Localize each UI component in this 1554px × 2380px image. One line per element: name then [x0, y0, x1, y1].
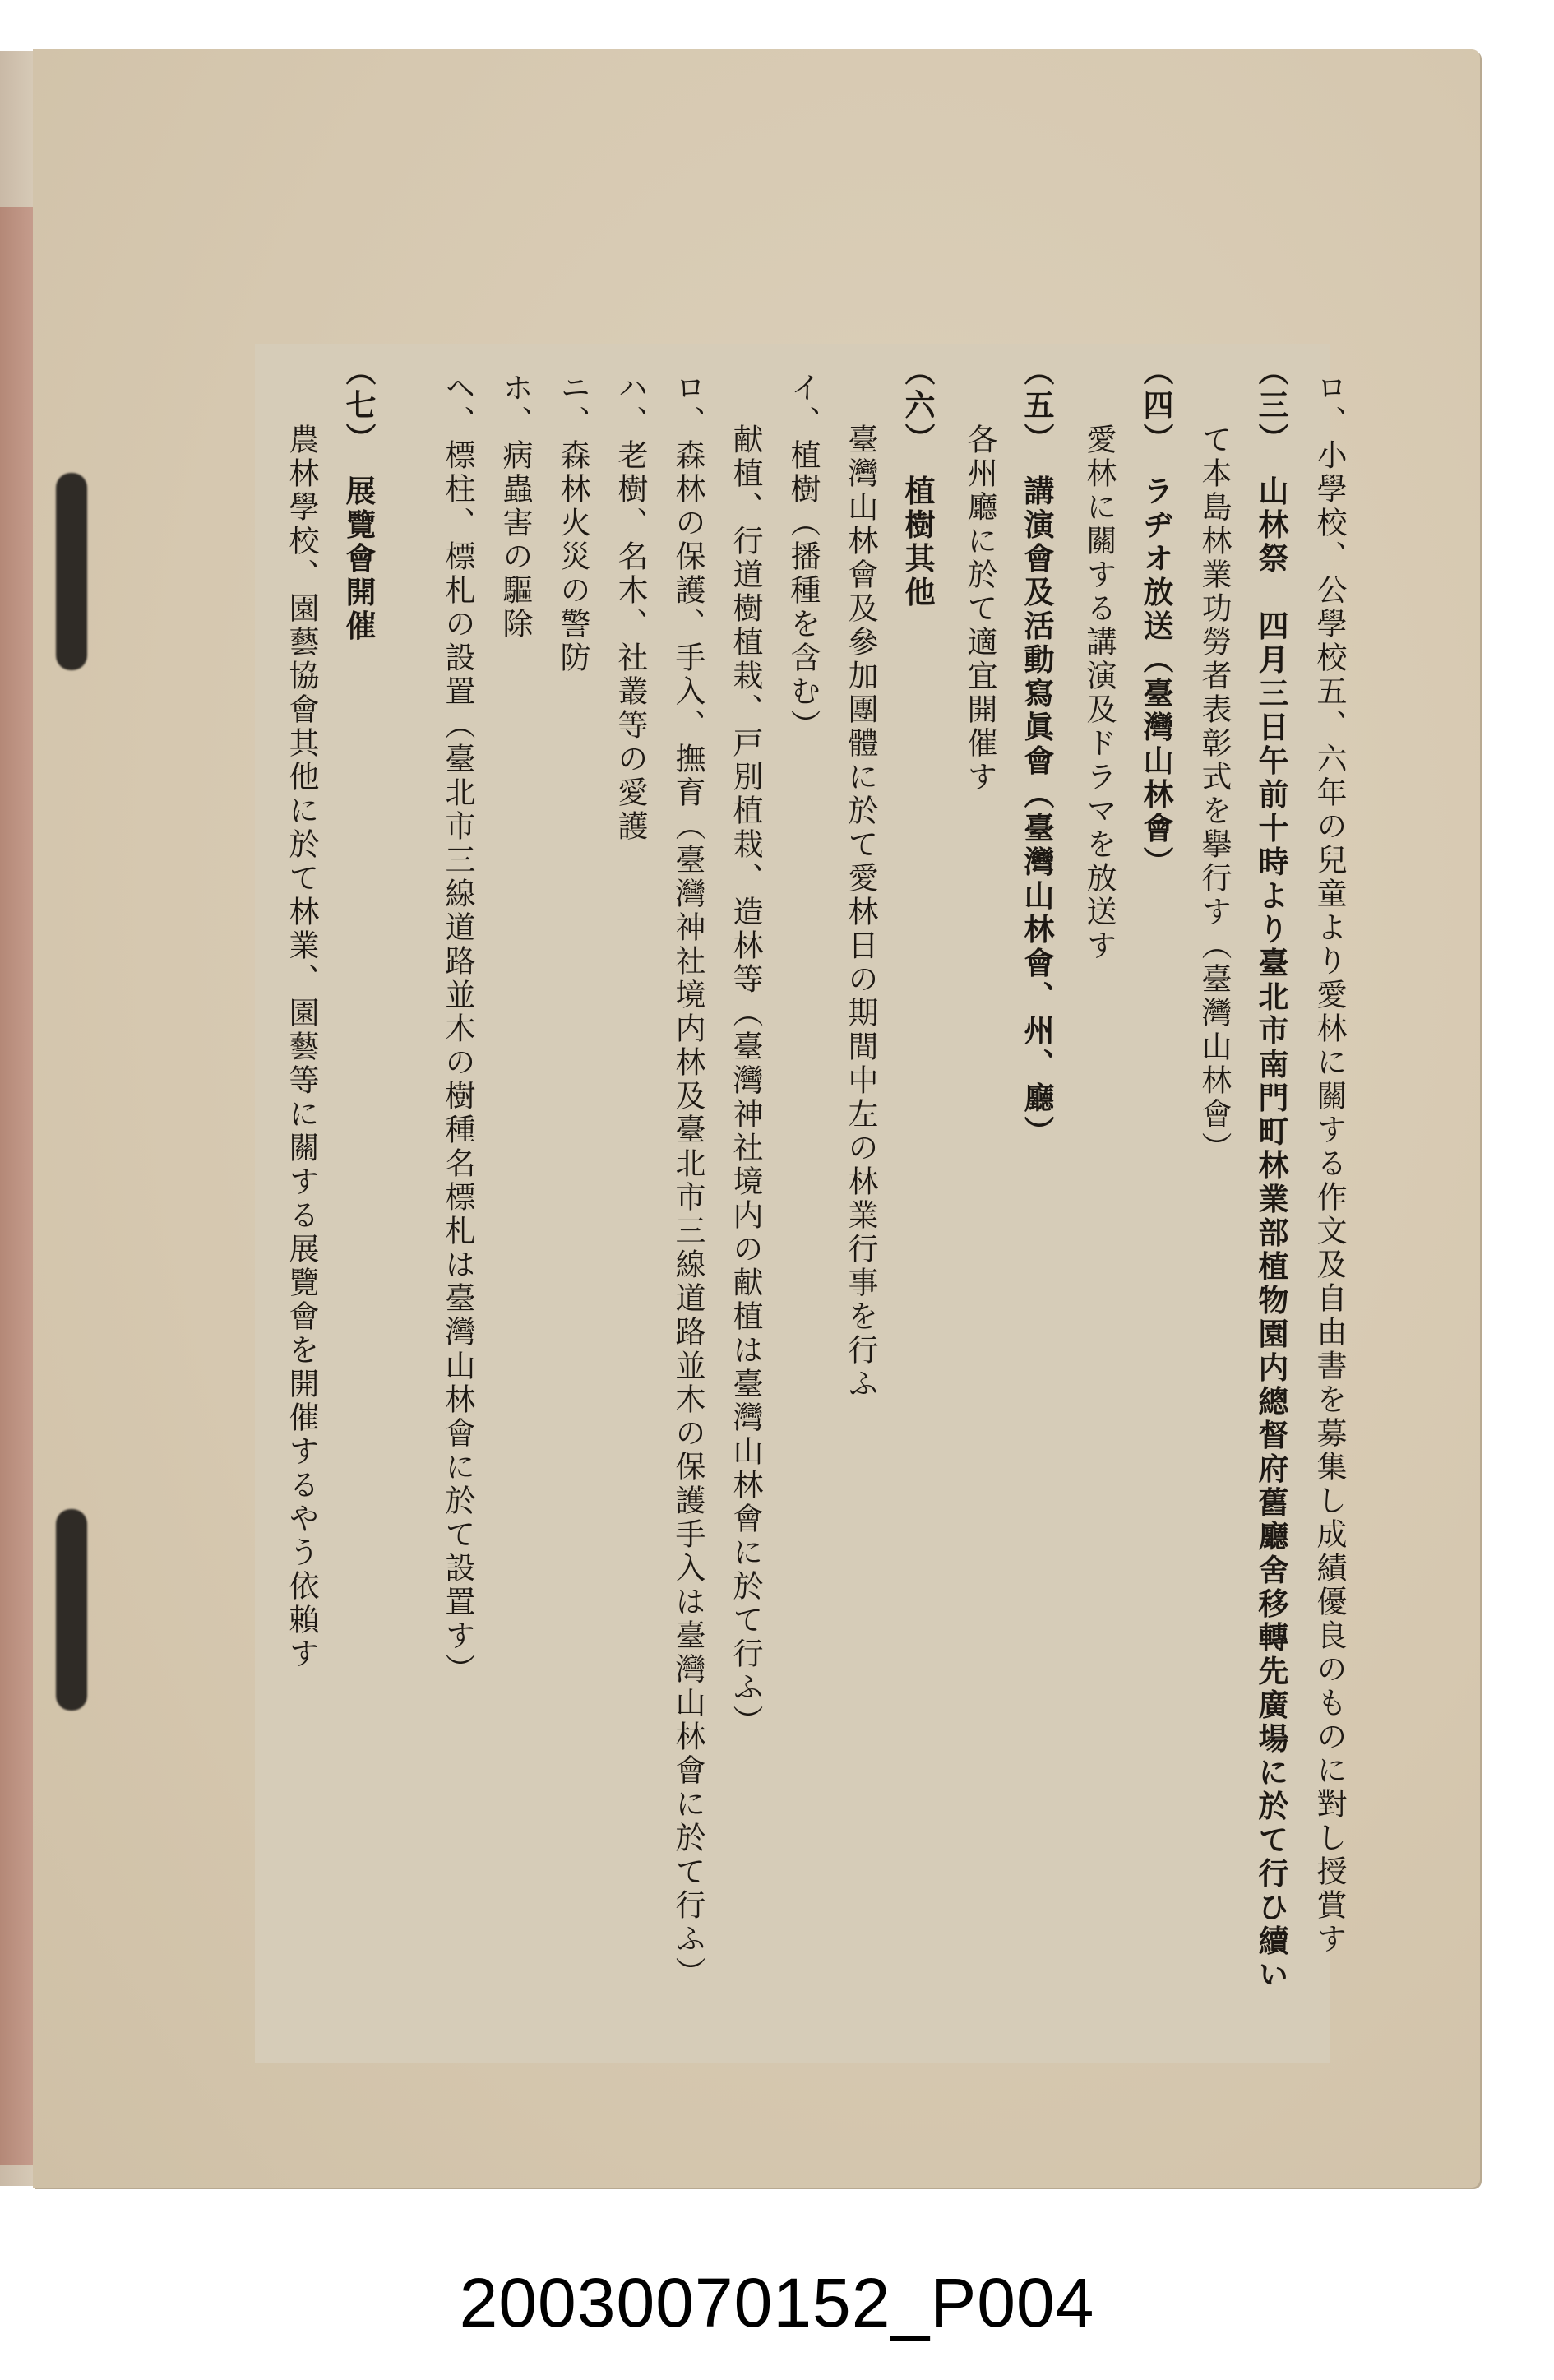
- text-column: ハ、老樹、名木、社叢等の愛護: [613, 372, 648, 844]
- binding-thread-top: [56, 473, 87, 670]
- text-column: て本島林業功勞者表彰式を擧行す（臺灣山林會）: [1196, 424, 1232, 1165]
- text-column: ニ、森林火災の警防: [555, 372, 590, 675]
- text-column: （六） 植樹其他: [900, 355, 936, 610]
- image-caption: 20030070152_P004: [459, 2264, 1095, 2341]
- text-column: 愛林に關する講演及ドラマを放送す: [1081, 424, 1117, 963]
- text-column: （四） ラヂオ放送（臺灣山林會）: [1138, 355, 1174, 880]
- text-column: ヘ、標柱、標札の設置（臺北市三線道路並木の樹種名標札は臺灣山林會に於て設置す）: [440, 372, 475, 1687]
- text-column: 献植、行道樹植栽、戸別植栽、造林等（臺灣神社境内の献植は臺灣山林會に於て行ふ）: [728, 424, 763, 1739]
- text-column: ロ、森林の保護、手入、撫育（臺灣神社境内林及臺北市三線道路並木の保護手入は臺灣山林會に於て行ふ）: [670, 372, 705, 1990]
- text-column: イ、植樹（播種を含む）: [785, 372, 821, 743]
- text-column: 各州廳に於て適宜開催す: [962, 424, 997, 794]
- text-column: ロ、小學校、公學校五、六年の兒童より愛林に關する作文及自由書を募集し成績優良のものに對し授賞す: [1311, 372, 1347, 1956]
- text-column: 臺灣山林會及參加團體に於て愛林日の期間中左の林業行事を行ふ: [843, 424, 878, 1401]
- text-column: （七） 展覽會開催: [340, 355, 377, 644]
- text-column: （三） 山林祭 四月三日午前十時より臺北市南門町林業部植物園内總督府舊廳舍移轉先廣場に於て行ひ續い: [1253, 355, 1289, 1993]
- text-column: 農林學校、園藝協會其他に於て林業、園藝等に關する展覽會を開催するやう依賴す: [284, 424, 319, 1671]
- binding-thread-bottom: [56, 1509, 87, 1711]
- text-column: ホ、病蟲害の驅除: [497, 372, 533, 641]
- text-column: （五） 講演會及活動寫眞會（臺灣山林會、州、廳）: [1019, 355, 1055, 1150]
